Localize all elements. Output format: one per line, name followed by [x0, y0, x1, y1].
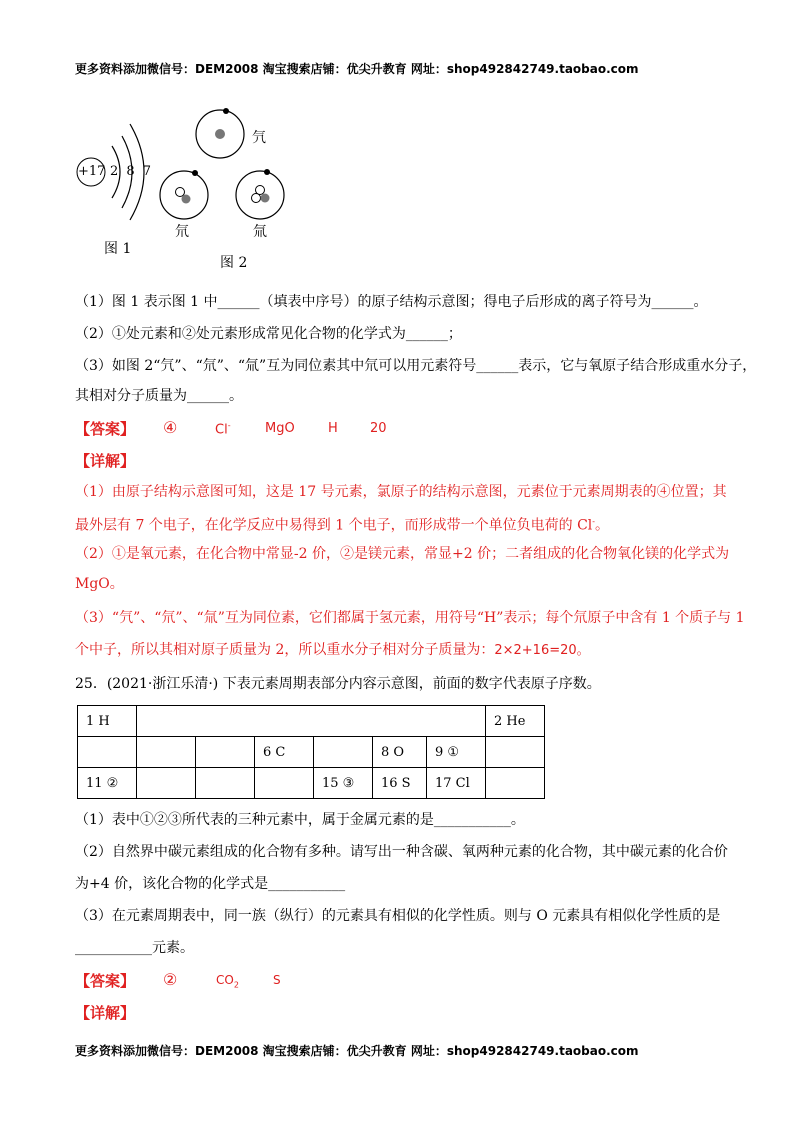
detail-2a: （2）①是氧元素，在化合物中常显-2 价，②是镁元素，常显+2 价；二者组成的化合物氧化镁的化学式为: [75, 546, 730, 562]
detail-1b-end: 。: [594, 517, 609, 534]
table-cell: [486, 737, 545, 768]
table-cell: 16 S: [373, 768, 427, 799]
answer-4: H: [328, 421, 338, 436]
table-row: [78, 768, 545, 799]
figure-1-caption: 图 1: [104, 241, 132, 257]
table-cell: 1 H: [78, 706, 137, 737]
table-cell: [486, 768, 545, 799]
q25-answer-2: [216, 973, 239, 989]
answer-3: MgO: [265, 421, 295, 436]
table-cell: 9 ①: [427, 737, 486, 768]
answer-5: 20: [370, 421, 387, 436]
isotopes-diagram: [155, 105, 285, 235]
q24-part-3: （3）如图 2“氕”、“氘”、“氚”互为同位素其中氘可以用元素符号______表示，它与氧原子结合形成重水分子，: [75, 358, 757, 374]
q25-answer-3: S: [273, 973, 281, 987]
detail-3b-text: 个中子，所以其相对原子质量为 2，所以重水分子相对分子质量为：: [75, 642, 495, 658]
q25-answer-tag: 【答案】: [75, 972, 136, 990]
figure-2-caption: 图 2: [220, 255, 248, 271]
shell-electrons: 2 8 7: [110, 164, 152, 179]
table-cell: 17 Cl: [427, 768, 486, 799]
answer-tag: 【答案】: [75, 420, 136, 438]
detail-3a: （3）“氕”、“氘”、“氚”互为同位素，它们都属于氢元素，用符号“H”表示；每个氘原子中含有 1 个质子与 1: [75, 610, 745, 626]
q25-answer-1: ②: [163, 970, 178, 989]
table-cell: [196, 768, 255, 799]
nucleus-label: +17: [78, 164, 106, 179]
table-cell: 8 O: [373, 737, 427, 768]
q25-detail-tag: 【详解】: [75, 1004, 136, 1022]
table-cell: [137, 768, 196, 799]
q24-part-1: （1）图 1 表示图 1 中______（填表中序号）的原子结构示意图；得电子后形成的离子符号为______。: [75, 294, 708, 310]
table-cell: [78, 737, 137, 768]
tritium-label: 氚: [253, 224, 267, 240]
table-cell: 6 C: [255, 737, 314, 768]
page-header: 更多资料添加微信号：DEM2008 淘宝搜索店铺：优尖升教育 网址：shop492842749.taobao.com: [75, 62, 639, 76]
q24-answer-row: [75, 418, 135, 439]
table-row: [78, 706, 545, 737]
detail-3b: [75, 640, 590, 661]
q25-part-1: （1）表中①②③所代表的三种元素中，属于金属元素的是___________。: [75, 812, 525, 828]
table-cell: 15 ③: [314, 768, 373, 799]
table-cell: [137, 737, 196, 768]
figure-1: [70, 118, 160, 258]
detail-1b: 最外层有 7 个电子，在化学反应中易得到 1 个电子，而形成带一个单位负电荷的 Cl-。: [75, 517, 609, 534]
figure-2: [155, 105, 285, 275]
deuterium-label: 氘: [175, 224, 189, 240]
page-footer: 更多资料添加微信号：DEM2008 淘宝搜索店铺：优尖升教育 网址：shop492842749.taobao.com: [75, 1044, 639, 1058]
q25-title: 25．(2021·浙江乐清·) 下表元素周期表部分内容示意图，前面的数字代表原子序数。: [75, 676, 601, 692]
q25-part-3-cont: ___________元素。: [75, 940, 194, 956]
detail-3b-calc: 2×2+16=20。: [494, 643, 590, 658]
answer-2-text: Cl: [215, 422, 228, 438]
table-cell: [137, 706, 486, 737]
table-cell: [196, 737, 255, 768]
table-cell: [255, 768, 314, 799]
table-cell: 2 He: [486, 706, 545, 737]
q24-part-2: （2）①处元素和②处元素形成常见化合物的化学式为______；: [75, 326, 462, 342]
detail-1a: （1）由原子结构示意图可知，这是 17 号元素，氯原子的结构示意图，元素位于元素周期表的④位置；其: [75, 484, 727, 500]
answer-1: ④: [163, 418, 178, 437]
q25-part-3: （3）在元素周期表中，同一族（纵行）的元素具有相似的化学性质。则与 O 元素具有相似化学性质的是: [75, 908, 721, 924]
q25-part-2-cont: 为+4 价，该化合物的化学式是___________: [75, 876, 346, 892]
co2-subscript: 2: [233, 980, 239, 990]
detail-2b: MgO。: [75, 576, 124, 592]
protium-label: 氕: [252, 130, 266, 146]
q24-part-3-cont: 其相对分子质量为______。: [75, 388, 243, 404]
detail-1b-text: 最外层有 7 个电子，在化学反应中易得到 1 个电子，而形成带一个单位负电荷的 Cl: [75, 517, 593, 534]
table-row: [78, 737, 545, 768]
q25-answer-2-text: CO: [216, 973, 234, 987]
answer-2: Cl-: [215, 421, 231, 438]
q25-part-2: （2）自然界中碳元素组成的化合物有多种。请写出一种含碳、氧两种元素的化合物，其中碳元素的化合价: [75, 844, 728, 860]
table-cell: [314, 737, 373, 768]
table-cell: 11 ②: [78, 768, 137, 799]
periodic-table: [77, 705, 545, 799]
detail-tag: 【详解】: [75, 452, 136, 470]
